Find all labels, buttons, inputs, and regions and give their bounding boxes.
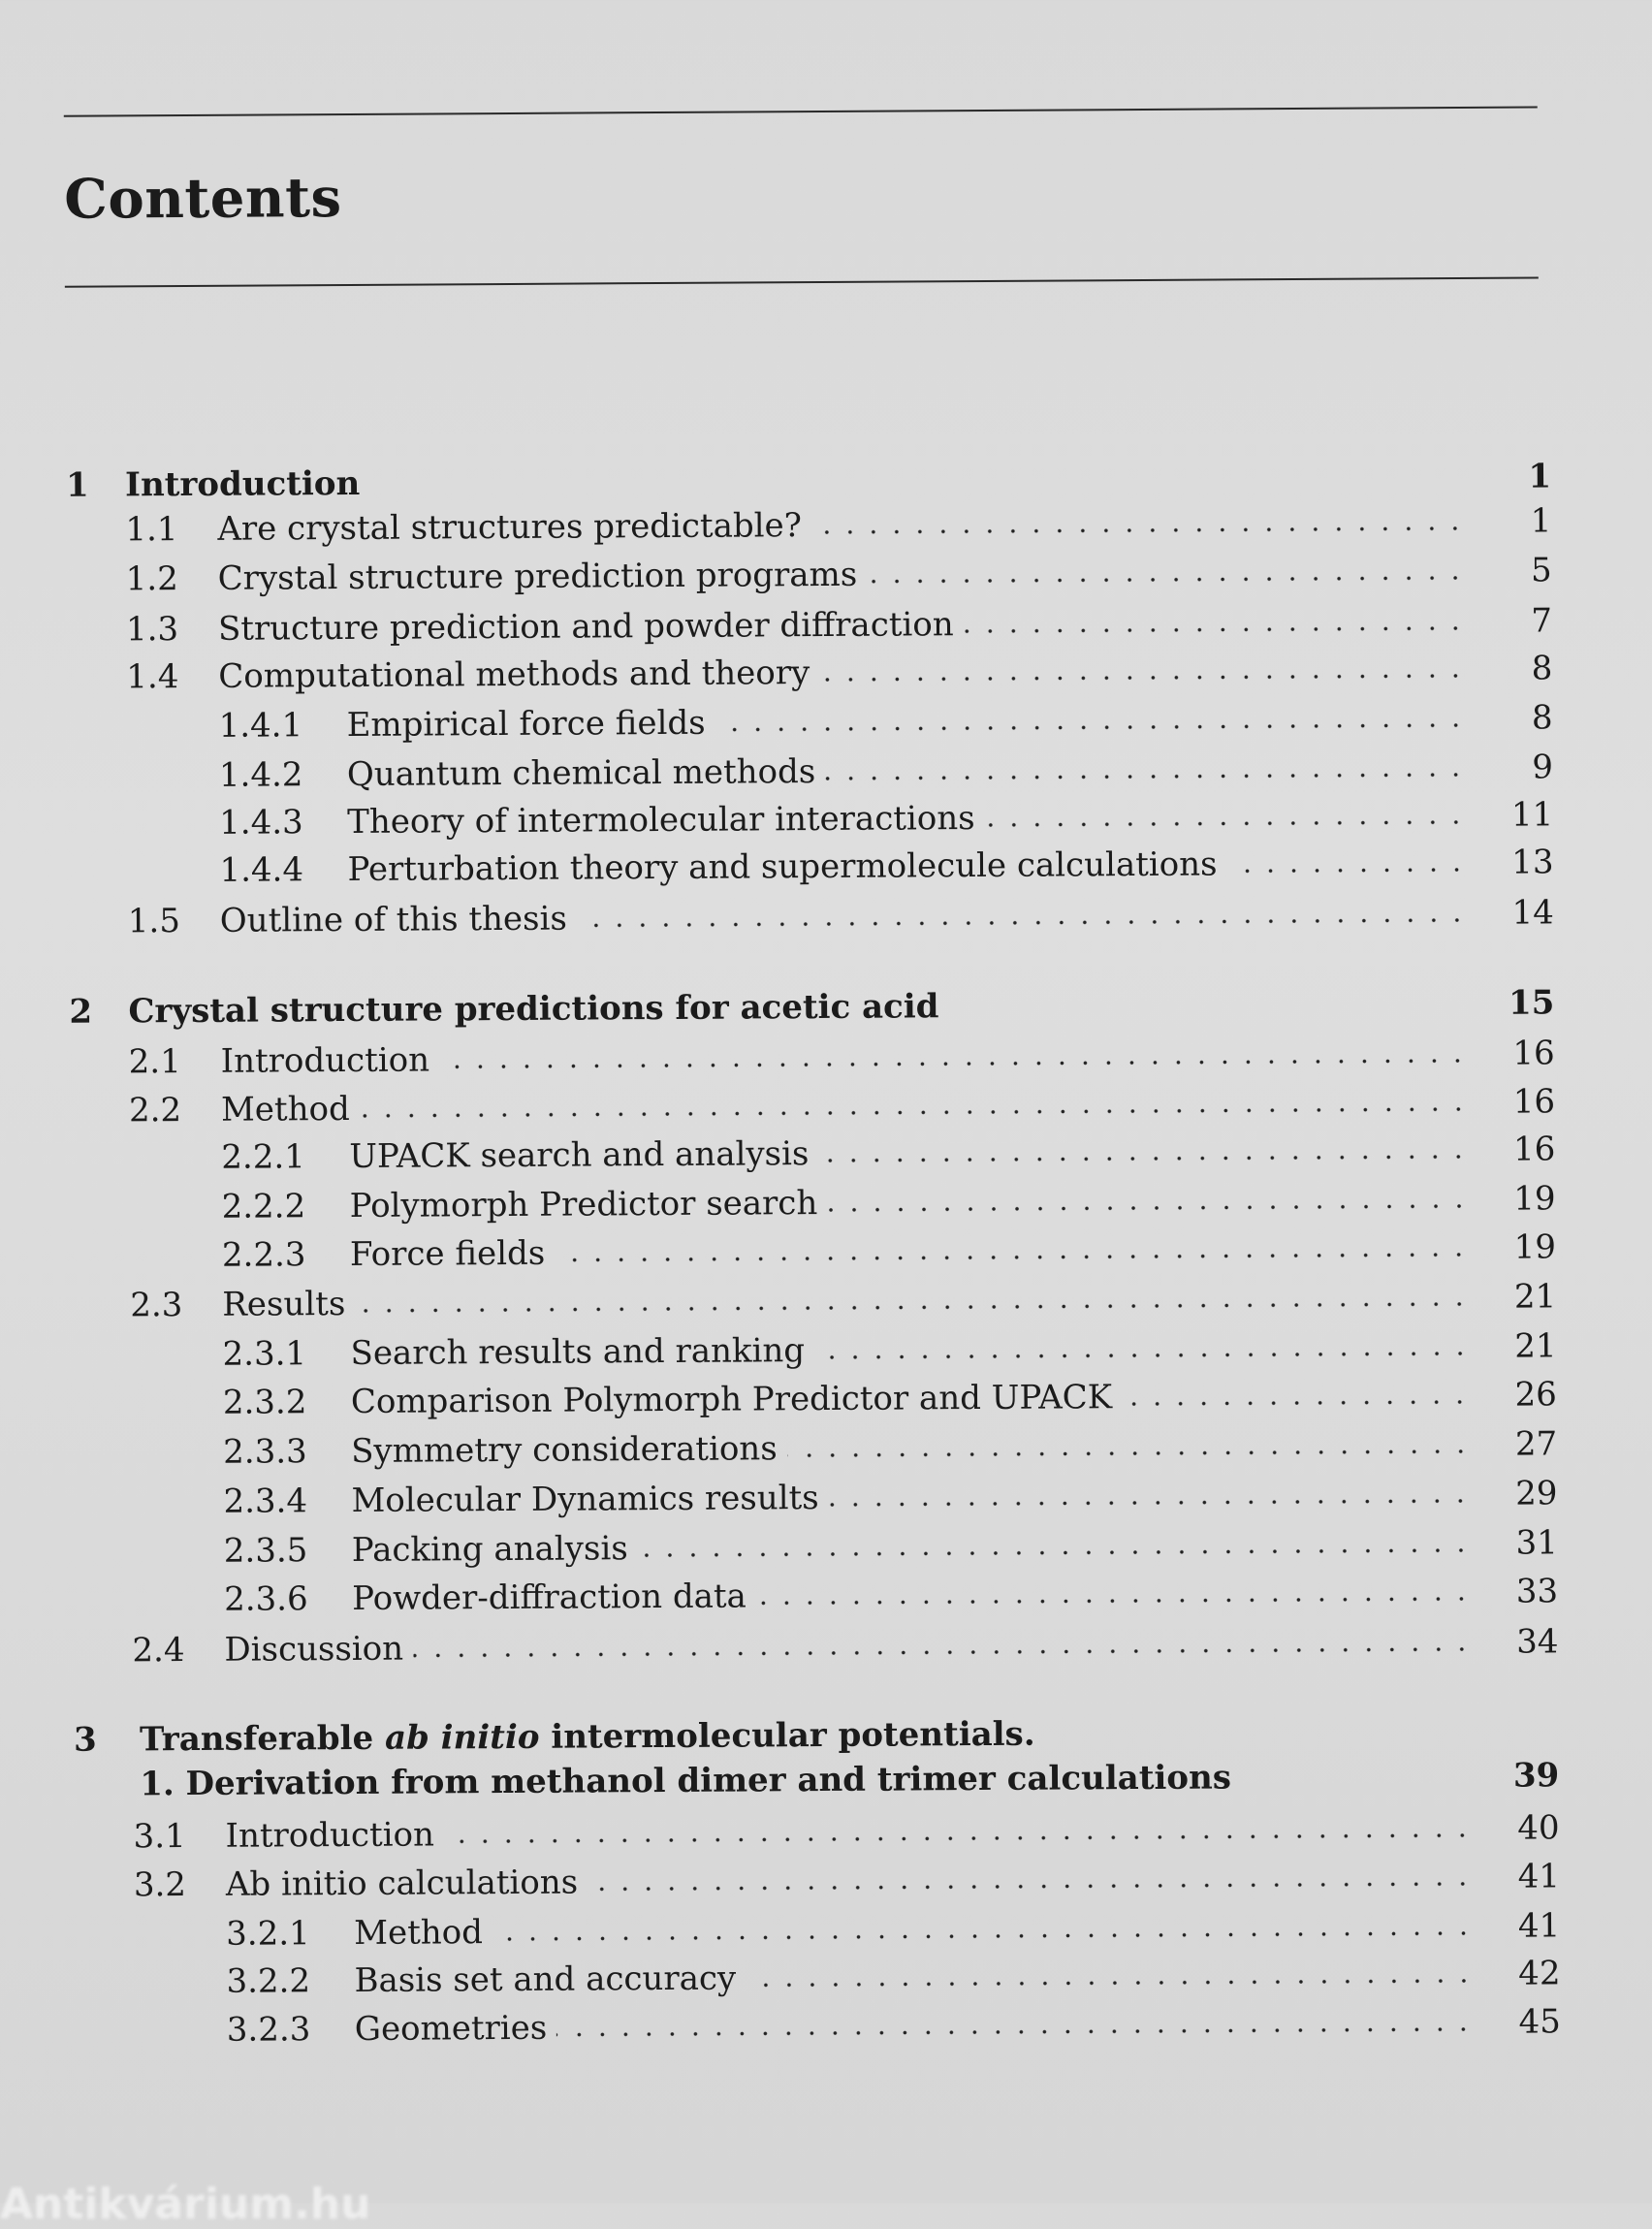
entry-number: 2.2.1 bbox=[221, 1137, 305, 1177]
dot-leader bbox=[818, 1153, 1470, 1164]
entry-number: 2.3.1 bbox=[222, 1334, 307, 1374]
entry-page-number: 7 bbox=[1531, 601, 1553, 641]
entry-title: Molecular Dynamics results bbox=[351, 1479, 819, 1520]
dot-leader bbox=[985, 818, 1469, 829]
toc-section-entry[interactable] bbox=[132, 1622, 1558, 1670]
dot-leader bbox=[588, 1880, 1475, 1894]
entry-page-number: 33 bbox=[1515, 1572, 1559, 1611]
dot-leader bbox=[360, 1105, 1470, 1120]
toc-subsection-entry[interactable] bbox=[222, 1326, 1556, 1373]
dot-leader bbox=[964, 624, 1467, 635]
dot-leader bbox=[746, 1977, 1475, 1990]
entry-title: Crystal structure prediction programs bbox=[217, 555, 858, 598]
top-rule bbox=[64, 106, 1538, 116]
entry-number: 2.3 bbox=[130, 1286, 183, 1325]
entry-page-number: 41 bbox=[1517, 1857, 1561, 1896]
entry-page-number: 16 bbox=[1512, 1130, 1556, 1169]
page-title: Contents bbox=[64, 166, 342, 232]
entry-page-number: 5 bbox=[1530, 551, 1552, 590]
entry-page-number: 26 bbox=[1514, 1375, 1557, 1415]
toc-chapter-entry[interactable] bbox=[69, 983, 1554, 1031]
toc-chapter-entry[interactable] bbox=[140, 1756, 1559, 1803]
entry-title-part: intermolecular potentials. bbox=[539, 1714, 1035, 1757]
dot-leader bbox=[556, 2025, 1476, 2039]
entry-title: Packing analysis bbox=[351, 1529, 628, 1570]
toc-subsection-entry[interactable] bbox=[219, 698, 1553, 745]
entry-title: Powder-diffraction data bbox=[352, 1576, 747, 1618]
entry-number: 1.5 bbox=[127, 902, 181, 941]
entry-page-number: 41 bbox=[1517, 1906, 1561, 1946]
entry-title: Method bbox=[354, 1913, 484, 1953]
toc-subsection-entry[interactable] bbox=[223, 1424, 1557, 1471]
entry-number: 2.3.4 bbox=[223, 1481, 308, 1521]
entry-number: 1.4.3 bbox=[219, 803, 303, 843]
entry-title: Structure prediction and powder diffraction bbox=[217, 605, 954, 649]
dot-leader bbox=[756, 1595, 1473, 1608]
toc-section-entry[interactable] bbox=[133, 1808, 1559, 1856]
entry-number: 1 bbox=[65, 465, 89, 505]
dot-leader bbox=[829, 1497, 1473, 1509]
entry-number: 2.3.5 bbox=[223, 1531, 308, 1571]
dot-leader bbox=[819, 672, 1467, 684]
entry-number: 3.2.3 bbox=[226, 2010, 311, 2050]
entry-title: Polymorph Predictor search bbox=[349, 1184, 818, 1226]
toc-subsection-entry[interactable] bbox=[219, 748, 1553, 794]
entry-title bbox=[140, 1715, 1035, 1760]
entry-page-number: 9 bbox=[1532, 748, 1554, 787]
entry-page-number: 34 bbox=[1516, 1622, 1559, 1662]
entry-title: Symmetry considerations bbox=[351, 1429, 778, 1471]
entry-number: 3 bbox=[73, 1720, 97, 1760]
entry-page-number: 21 bbox=[1513, 1277, 1557, 1317]
entry-number: 1.4 bbox=[126, 657, 179, 697]
toc-subsection-entry[interactable] bbox=[219, 843, 1553, 889]
entry-number: 3.2.2 bbox=[226, 1961, 311, 2001]
entry-number: 2.2.3 bbox=[221, 1235, 306, 1275]
entry-title: Quantum chemical methods bbox=[346, 752, 816, 795]
entry-title: Outline of this thesis bbox=[219, 899, 567, 940]
entry-title: Introduction bbox=[124, 463, 361, 505]
dot-leader bbox=[492, 1929, 1475, 1943]
entry-number: 3.2 bbox=[133, 1865, 187, 1905]
toc-subsection-entry[interactable] bbox=[227, 2002, 1561, 2049]
entry-page-number: 1 bbox=[1530, 501, 1552, 541]
dot-leader bbox=[715, 721, 1468, 734]
entry-title: Comparison Polymorph Predictor and UPACK bbox=[350, 1378, 1113, 1421]
toc-section-entry[interactable] bbox=[126, 649, 1552, 696]
entry-number: 2.4 bbox=[132, 1631, 185, 1671]
entry-page-number: 27 bbox=[1514, 1424, 1558, 1464]
dot-leader bbox=[825, 771, 1468, 782]
entry-page-number: 8 bbox=[1531, 698, 1553, 738]
entry-number: 2.2 bbox=[128, 1091, 182, 1130]
toc-subsection-entry[interactable] bbox=[223, 1474, 1557, 1520]
toc-subsection-entry[interactable] bbox=[221, 1130, 1555, 1176]
toc-subsection-entry[interactable] bbox=[219, 795, 1553, 842]
entry-page-number: 8 bbox=[1531, 649, 1553, 688]
entry-page-number: 45 bbox=[1518, 2002, 1561, 2042]
toc-subsection-entry[interactable] bbox=[222, 1227, 1556, 1274]
entry-title: Method bbox=[220, 1090, 350, 1130]
entry-title-line2: 1. Derivation from methanol dimer and trimer calculations bbox=[140, 1758, 1232, 1804]
entry-number: 2.1 bbox=[128, 1042, 181, 1082]
toc-section-entry[interactable] bbox=[134, 1857, 1560, 1904]
entry-page-number: 19 bbox=[1513, 1179, 1556, 1219]
dot-leader bbox=[555, 1251, 1471, 1264]
entry-page-number: 13 bbox=[1511, 843, 1554, 882]
entry-title: Geometries bbox=[354, 2008, 548, 2049]
entry-number: 2 bbox=[69, 992, 93, 1032]
entry-title: Basis set and accuracy bbox=[354, 1958, 737, 2000]
toc-subsection-entry[interactable] bbox=[224, 1523, 1558, 1570]
entry-title: Computational methods and theory bbox=[218, 653, 810, 696]
toc-subsection-entry[interactable] bbox=[224, 1572, 1558, 1618]
entry-page-number: 40 bbox=[1517, 1808, 1560, 1848]
entry-page-number: 1 bbox=[1528, 457, 1552, 496]
entry-page-number: 11 bbox=[1510, 795, 1554, 835]
dot-leader bbox=[577, 916, 1469, 930]
toc-subsection-entry[interactable] bbox=[223, 1375, 1557, 1421]
entry-title: Results bbox=[222, 1285, 346, 1324]
toc-section-entry[interactable] bbox=[128, 893, 1554, 940]
entry-title: Ab initio calculations bbox=[225, 1863, 579, 1904]
dot-leader bbox=[413, 1645, 1473, 1660]
entry-number: 3.2.1 bbox=[226, 1914, 310, 1954]
entry-number: 1.4.2 bbox=[218, 755, 303, 795]
dot-leader bbox=[811, 525, 1466, 536]
entry-title: Search results and ranking bbox=[350, 1331, 806, 1374]
entry-page-number: 29 bbox=[1515, 1474, 1558, 1513]
dot-leader bbox=[638, 1546, 1473, 1559]
toc-subsection-entry[interactable] bbox=[226, 1954, 1560, 2000]
entry-title: Introduction bbox=[220, 1040, 430, 1081]
dot-leader bbox=[814, 1350, 1472, 1361]
entry-title-part: Transferable bbox=[139, 1718, 386, 1760]
dot-leader bbox=[1122, 1398, 1472, 1408]
entry-page-number: 14 bbox=[1511, 893, 1554, 933]
entry-page-number: 19 bbox=[1513, 1227, 1557, 1267]
entry-title: Empirical force fields bbox=[346, 703, 706, 746]
entry-number: 2.3.6 bbox=[224, 1579, 308, 1619]
toc-chapter-heading-line1[interactable] bbox=[74, 1715, 1035, 1760]
entry-number: 1.4.1 bbox=[218, 706, 303, 746]
title-rule bbox=[65, 276, 1539, 287]
entry-page-number: 16 bbox=[1512, 1034, 1555, 1073]
toc-chapter-entry[interactable] bbox=[66, 457, 1551, 504]
entry-page-number: 16 bbox=[1512, 1082, 1556, 1122]
dot-leader bbox=[439, 1057, 1470, 1070]
entry-title-italic: ab initio bbox=[384, 1717, 540, 1758]
entry-title: Introduction bbox=[225, 1815, 435, 1856]
entry-title: UPACK search and analysis bbox=[349, 1134, 810, 1177]
toc-subsection-entry[interactable] bbox=[222, 1179, 1556, 1226]
toc-section-entry[interactable] bbox=[126, 601, 1552, 649]
dot-leader bbox=[827, 1202, 1470, 1214]
entry-page-number: 21 bbox=[1514, 1326, 1557, 1366]
entry-page-number: 31 bbox=[1515, 1523, 1558, 1563]
entry-title: Perturbation theory and supermolecule calculations bbox=[347, 844, 1218, 890]
entry-number: 1.3 bbox=[125, 610, 179, 650]
toc-section-entry[interactable] bbox=[126, 551, 1552, 598]
dot-leader bbox=[787, 1448, 1473, 1459]
entry-page-number: 39 bbox=[1512, 1756, 1560, 1796]
entry-number: 2.2.2 bbox=[221, 1187, 306, 1226]
toc-section-entry[interactable] bbox=[130, 1277, 1556, 1324]
entry-number: 1.4.4 bbox=[219, 850, 304, 890]
toc-subsection-entry[interactable] bbox=[226, 1906, 1560, 1953]
entry-title: Are crystal structures predictable? bbox=[217, 506, 803, 549]
entry-page-number: 42 bbox=[1518, 1954, 1561, 1993]
entry-title: Discussion bbox=[224, 1629, 404, 1670]
dot-leader bbox=[444, 1831, 1475, 1845]
entry-title: Force fields bbox=[349, 1233, 546, 1275]
entry-number: 2.3.2 bbox=[222, 1383, 307, 1422]
toc-section-entry[interactable] bbox=[125, 501, 1551, 549]
entry-number: 3.1 bbox=[133, 1817, 186, 1857]
toc-section-entry[interactable] bbox=[129, 1034, 1555, 1081]
dot-leader bbox=[867, 574, 1466, 586]
entry-number: 1.2 bbox=[125, 559, 178, 599]
toc-section-entry[interactable] bbox=[129, 1082, 1555, 1130]
entry-title: Theory of intermolecular interactions bbox=[347, 799, 975, 843]
entry-page-number: 15 bbox=[1508, 983, 1555, 1023]
watermark: Antikvárium.hu bbox=[0, 2180, 371, 2229]
dot-leader bbox=[355, 1300, 1471, 1315]
entry-number: 2.3.3 bbox=[223, 1432, 307, 1472]
entry-number: 1.1 bbox=[125, 510, 178, 550]
entry-title: Crystal structure predictions for acetic acid bbox=[128, 987, 939, 1032]
dot-leader bbox=[1227, 866, 1469, 876]
